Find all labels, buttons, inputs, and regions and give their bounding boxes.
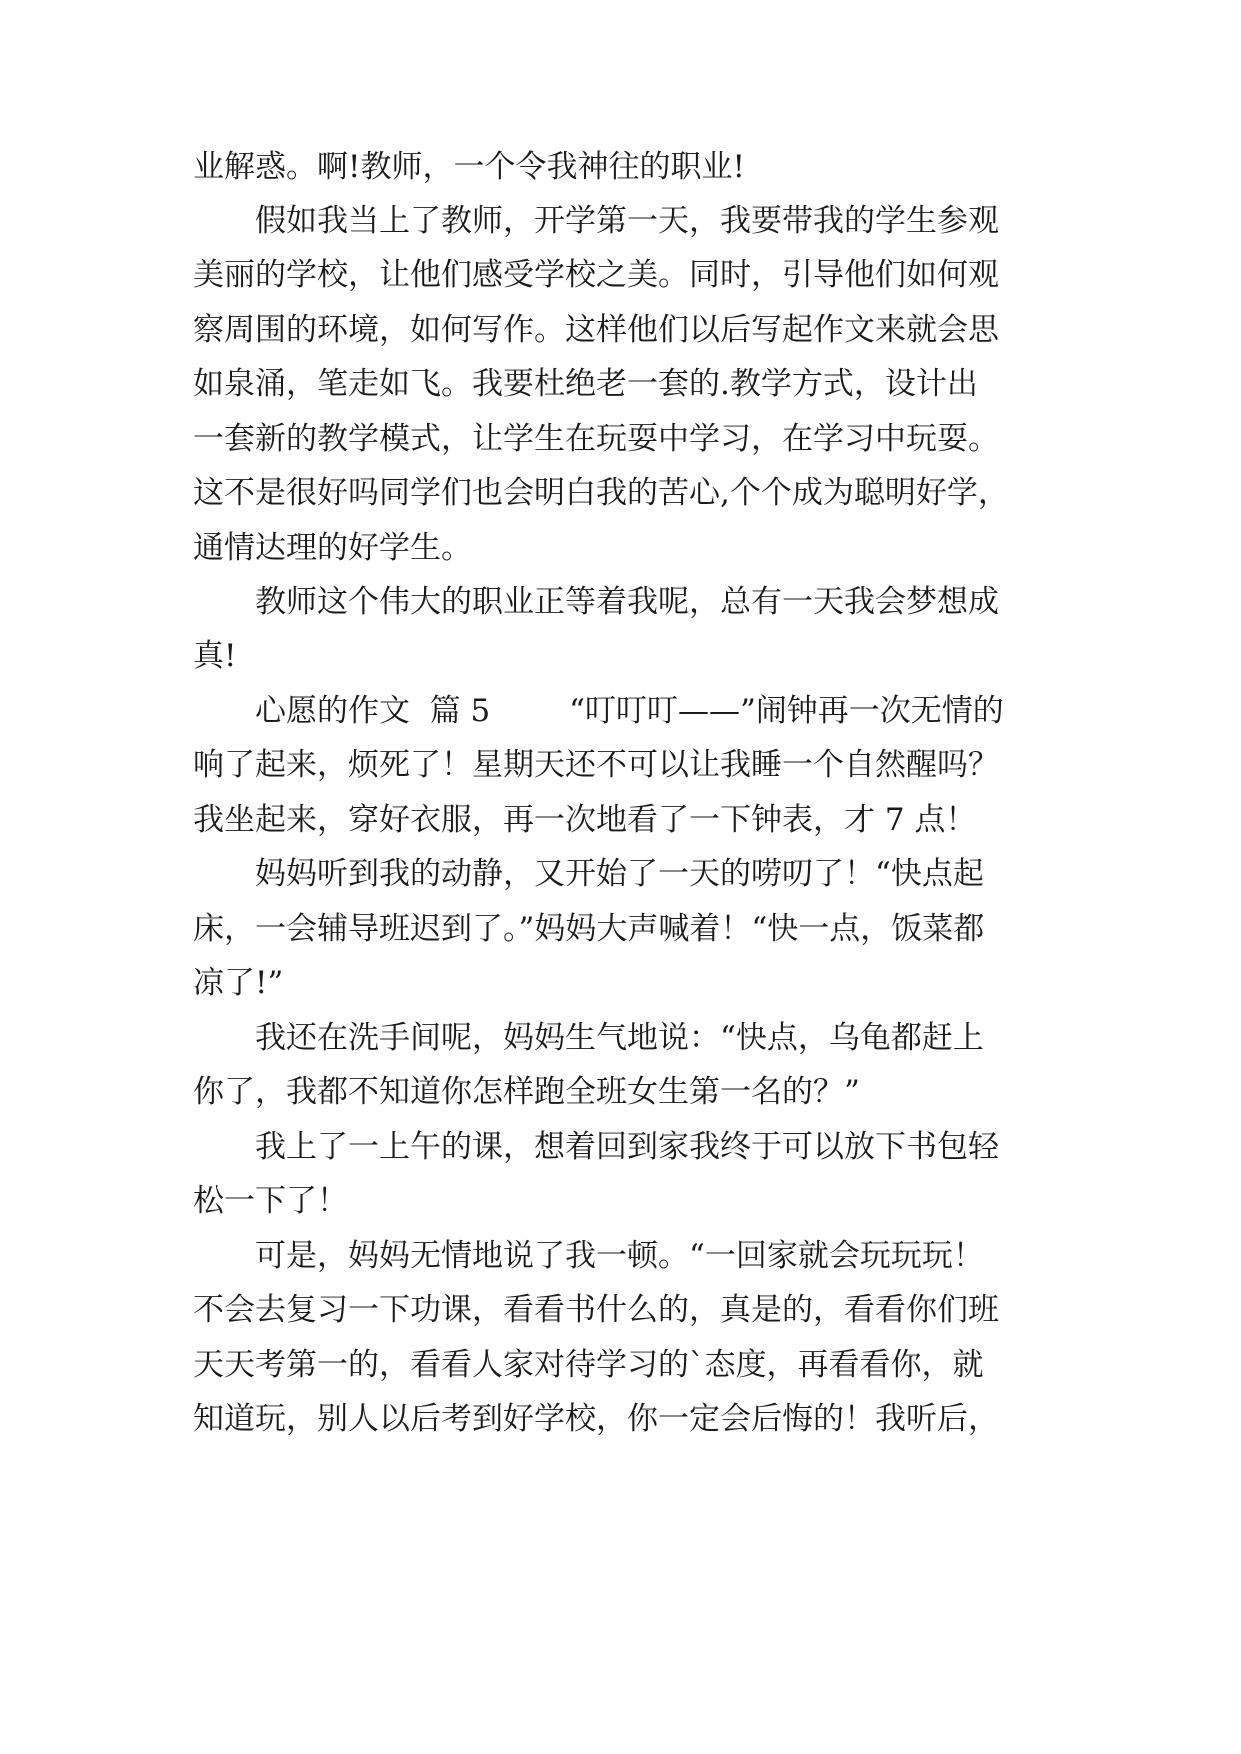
text-line: 不会去复习一下功课，看看书什么的，真是的，看看你们班 bbox=[193, 1292, 999, 1328]
text-line: 妈妈听到我的动静，又开始了一天的唠叨了！“快点起 bbox=[255, 856, 984, 892]
text-line: 我坐起来，穿好衣服，再一次地看了一下钟表，才 7 点！ bbox=[193, 802, 977, 838]
text-line: 如泉涌，笔走如飞。我要杜绝老一套的.教学方式，设计出 bbox=[193, 366, 978, 402]
text-line: 天天考第一的，看看人家对待学习的`态度，再看看你，就 bbox=[193, 1347, 984, 1383]
text-line: 通情达理的好学生。 bbox=[193, 530, 472, 566]
text-line: 这不是很好吗同学们也会明白我的苦心,个个成为聪明好学， bbox=[193, 475, 1009, 511]
text-line: 可是，妈妈无情地说了我一顿。“一回家就会玩玩玩！ bbox=[255, 1238, 984, 1274]
text-line: 教师这个伟大的职业正等着我呢，总有一天我会梦想成 bbox=[255, 584, 999, 620]
text-line: 知道玩，别人以后考到好学校，你一定会后悔的！我听后， bbox=[193, 1401, 999, 1437]
text-line: 我上了一上午的课，想着回到家我终于可以放下书包轻 bbox=[255, 1129, 999, 1165]
text-line: 你了，我都不知道你怎样跑全班女生第一名的？” bbox=[193, 1074, 860, 1110]
text-line: 心愿的作文 篇 5 “叮叮叮——”闹钟再一次无情的 bbox=[255, 693, 1004, 729]
text-line: 美丽的学校，让他们感受学校之美。同时，引导他们如何观 bbox=[193, 257, 999, 293]
text-line: 床，一会辅导班迟到了。”妈妈大声喊着！“快一点，饭菜都 bbox=[193, 911, 985, 947]
text-line: 业解惑。啊!教师，一个令我神往的职业! bbox=[193, 149, 745, 185]
text-line: 我还在洗手间呢，妈妈生气地说：“快点，乌龟都赶上 bbox=[255, 1020, 984, 1056]
text-line: 松一下了！ bbox=[193, 1183, 348, 1219]
text-line: 凉了!” bbox=[193, 965, 284, 1001]
text-line: 假如我当上了教师，开学第一天，我要带我的学生参观 bbox=[255, 203, 999, 239]
text-line: 一套新的教学模式，让学生在玩耍中学习，在学习中玩耍。 bbox=[193, 421, 999, 457]
text-line: 察周围的环境，如何写作。这样他们以后写起作文来就会思 bbox=[193, 312, 999, 348]
text-line: 真! bbox=[193, 638, 237, 674]
text-line: 响了起来，烦死了！星期天还不可以让我睡一个自然醒吗？ bbox=[193, 747, 999, 783]
